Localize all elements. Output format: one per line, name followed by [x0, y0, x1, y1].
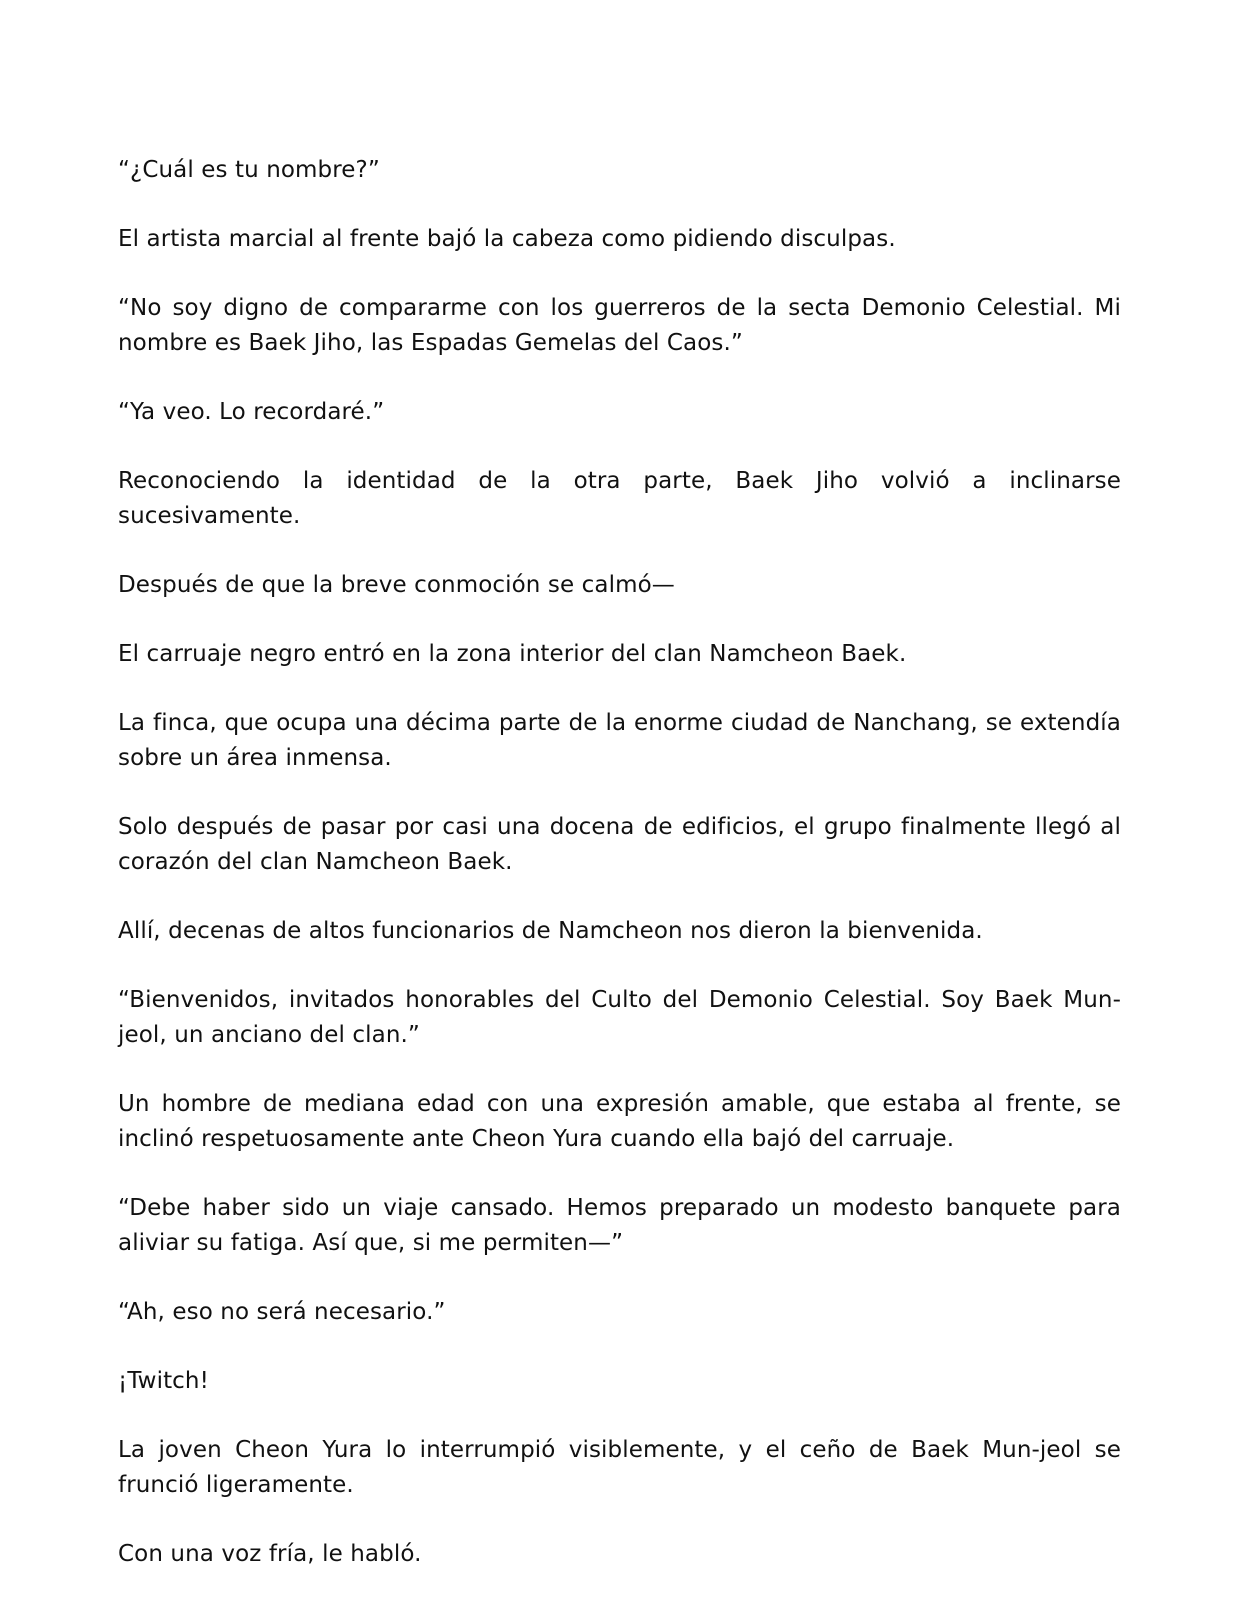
paragraph: Reconociendo la identidad de la otra parte, Baek Jiho volvió a inclinarse sucesivamente. — [118, 468, 1121, 529]
document-body — [118, 153, 1121, 1572]
paragraph: “Ah, eso no será necesario.” — [118, 1299, 446, 1325]
paragraph: La finca, que ocupa una décima parte de la enorme ciudad de Nanchang, se extendía sobre un área inmensa. — [118, 710, 1121, 771]
paragraph: Después de que la breve conmoción se calmó— — [118, 572, 675, 598]
paragraph: “Ya veo. Lo recordaré.” — [118, 399, 385, 425]
paragraph: El carruaje negro entró en la zona interior del clan Namcheon Baek. — [118, 641, 907, 667]
paragraph: El artista marcial al frente bajó la cabeza como pidiendo disculpas. — [118, 226, 896, 252]
paragraph: “¿Cuál es tu nombre?” — [118, 157, 380, 183]
paragraph: Con una voz fría, le habló. — [118, 1541, 422, 1567]
paragraph: ¡Twitch! — [118, 1368, 209, 1394]
paragraph: “No soy digno de compararme con los guerreros de la secta Demonio Celestial. Mi nombre es Baek Jiho, las Espadas Gemelas del Caos.” — [118, 295, 1121, 356]
paragraph: Solo después de pasar por casi una docena de edificios, el grupo finalmente llegó al corazón del clan Namcheon Baek. — [118, 814, 1121, 875]
paragraph: “Debe haber sido un viaje cansado. Hemos preparado un modesto banquete para aliviar su fatiga. Así que, si me permiten—” — [118, 1195, 1121, 1256]
paragraph: Un hombre de mediana edad con una expresión amable, que estaba al frente, se inclinó respetuosamente ante Cheon Yura cuando ella bajó del carruaje. — [118, 1091, 1121, 1152]
paragraph: La joven Cheon Yura lo interrumpió visiblemente, y el ceño de Baek Mun-jeol se frunció ligeramente. — [118, 1437, 1121, 1498]
paragraph: “Bienvenidos, invitados honorables del Culto del Demonio Celestial. Soy Baek Mun-jeol, un anciano del clan.” — [118, 987, 1121, 1048]
paragraph: Allí, decenas de altos funcionarios de Namcheon nos dieron la bienvenida. — [118, 918, 983, 944]
